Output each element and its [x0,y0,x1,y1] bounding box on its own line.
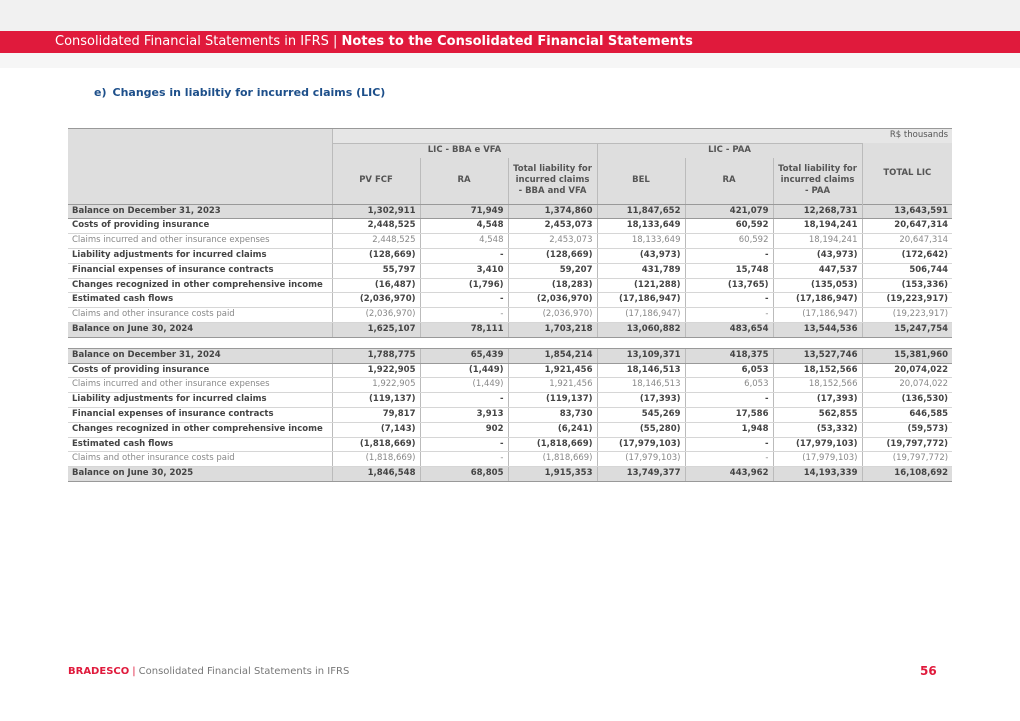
cell-value: (119,137) [508,393,597,408]
cell-value: 1,703,218 [508,322,597,337]
column-header-ra-bba: RA [420,158,508,205]
cell-value: 2,448,525 [332,234,420,249]
cell-value: - [420,452,508,467]
cell-value: (6,241) [508,422,597,437]
table-row [68,234,952,249]
cell-value: 18,146,513 [597,363,685,378]
cell-value: (19,223,917) [862,308,952,323]
cell-value: (13,765) [685,278,773,293]
cell-value: 443,962 [685,467,773,482]
cell-value: 55,797 [332,263,420,278]
cell-value: 68,805 [420,467,508,482]
row-label: Estimated cash flows [68,293,332,308]
cell-value: 18,194,241 [773,219,862,234]
cell-value: 1,846,548 [332,467,420,482]
header-section-title: Notes to the Consolidated Financial Statements [341,34,693,49]
group-header-paa: LIC - PAA [597,143,862,157]
unit-label: R$ thousands [332,129,952,144]
cell-value: 1,915,353 [508,467,597,482]
cell-value: (17,186,947) [773,308,862,323]
cell-value: 1,921,456 [508,363,597,378]
top-band [0,0,1020,31]
row-label: Claims and other insurance costs paid [68,308,332,323]
row-label: Costs of providing insurance [68,363,332,378]
row-label: Balance on December 31, 2023 [68,204,332,219]
cell-value: - [420,248,508,263]
lic-table [68,128,952,482]
row-label: Liability adjustments for incurred claims [68,248,332,263]
cell-value: - [685,393,773,408]
cell-value: (121,288) [597,278,685,293]
table-row [68,393,952,408]
cell-value: 18,146,513 [597,378,685,393]
cell-value: (2,036,970) [332,308,420,323]
cell-value: 418,375 [685,348,773,363]
cell-value: (43,973) [773,248,862,263]
cell-value: 71,949 [420,204,508,219]
table-row [68,378,952,393]
row-label: Balance on December 31, 2024 [68,348,332,363]
cell-value: 1,921,456 [508,378,597,393]
cell-value: 1,854,214 [508,348,597,363]
cell-value: (2,036,970) [508,308,597,323]
table-body [68,204,952,481]
cell-value: (17,979,103) [773,437,862,452]
cell-value: 15,247,754 [862,322,952,337]
cell-value: 1,922,905 [332,363,420,378]
column-header-ra-paa: RA [685,158,773,205]
cell-value: 506,744 [862,263,952,278]
cell-value: 3,410 [420,263,508,278]
cell-value: (43,973) [597,248,685,263]
cell-value: 4,548 [420,234,508,249]
cell-value: 15,381,960 [862,348,952,363]
cell-value: 13,060,882 [597,322,685,337]
row-label: Financial expenses of insurance contracts [68,407,332,422]
cell-value: (53,332) [773,422,862,437]
row-label: Balance on June 30, 2025 [68,467,332,482]
cell-value: 18,152,566 [773,378,862,393]
cell-value: 12,268,731 [773,204,862,219]
cell-value: 2,453,073 [508,219,597,234]
row-label: Estimated cash flows [68,437,332,452]
cell-value: (1,818,669) [508,452,597,467]
cell-value: 16,108,692 [862,467,952,482]
row-label: Balance on June 30, 2024 [68,322,332,337]
cell-value: 2,448,525 [332,219,420,234]
cell-value: 60,592 [685,219,773,234]
column-header-bel: BEL [597,158,685,205]
table-row [68,422,952,437]
cell-value: - [685,437,773,452]
cell-value: (16,487) [332,278,420,293]
row-label: Changes recognized in other comprehensive income [68,422,332,437]
cell-value: 4,548 [420,219,508,234]
row-label: Costs of providing insurance [68,219,332,234]
cell-value: (153,336) [862,278,952,293]
cell-value: (17,979,103) [597,452,685,467]
cell-value: 421,079 [685,204,773,219]
cell-value: (19,797,772) [862,437,952,452]
cell-value: (1,818,669) [332,437,420,452]
table-row [68,363,952,378]
cell-value: - [685,452,773,467]
cell-value: (172,642) [862,248,952,263]
section-title-text: Changes in liabiltiy for incurred claims (LIC) [112,86,386,99]
cell-value: 59,207 [508,263,597,278]
section-title [94,86,385,99]
cell-value: - [685,308,773,323]
row-label: Changes recognized in other comprehensive income [68,278,332,293]
cell-value: 2,453,073 [508,234,597,249]
cell-value: 13,109,371 [597,348,685,363]
cell-value: 13,749,377 [597,467,685,482]
cell-value: (17,186,947) [773,293,862,308]
cell-value: 1,302,911 [332,204,420,219]
cell-value: 18,194,241 [773,234,862,249]
cell-value: 1,788,775 [332,348,420,363]
label-header-cell [68,129,332,205]
section-letter: e) [94,86,107,99]
table-row [68,348,952,363]
cell-value: 431,789 [597,263,685,278]
table-spacer [68,337,952,348]
cell-value: - [685,293,773,308]
cell-value: 65,439 [420,348,508,363]
cell-value: 646,585 [862,407,952,422]
column-header-total-lic: TOTAL LIC [862,143,952,204]
table-row [68,293,952,308]
cell-value: (17,393) [773,393,862,408]
cell-value: (128,669) [508,248,597,263]
row-label: Claims and other insurance costs paid [68,452,332,467]
cell-value: (136,530) [862,393,952,408]
cell-value: (7,143) [332,422,420,437]
cell-value: - [420,293,508,308]
cell-value: (2,036,970) [332,293,420,308]
cell-value: (1,818,669) [508,437,597,452]
cell-value: 14,193,339 [773,467,862,482]
table-row [68,219,952,234]
row-label: Financial expenses of insurance contracts [68,263,332,278]
cell-value: 18,133,649 [597,234,685,249]
cell-value: - [420,393,508,408]
cell-value: - [420,437,508,452]
cell-value: (17,186,947) [597,293,685,308]
cell-value: (135,053) [773,278,862,293]
cell-value: (55,280) [597,422,685,437]
cell-value: (1,449) [420,378,508,393]
cell-value: 20,074,022 [862,378,952,393]
cell-value: 545,269 [597,407,685,422]
table-row [68,204,952,219]
table-row [68,322,952,337]
cell-value: 13,643,591 [862,204,952,219]
group-header-bba: LIC - BBA e VFA [332,143,597,157]
cell-value: 1,948 [685,422,773,437]
cell-value: (17,186,947) [597,308,685,323]
cell-value: 13,527,746 [773,348,862,363]
cell-value: 6,053 [685,378,773,393]
column-header-total-bba: Total liability for incurred claims - BBA and VFA [508,158,597,205]
cell-value: 447,537 [773,263,862,278]
cell-value: 60,592 [685,234,773,249]
cell-value: 6,053 [685,363,773,378]
page-number: 56 [920,664,937,678]
cell-value: (59,573) [862,422,952,437]
cell-value: (1,449) [420,363,508,378]
cell-value: 1,625,107 [332,322,420,337]
spacer-cell [68,337,952,348]
footer-brand: BRADESCO [68,666,130,677]
table-row [68,248,952,263]
cell-value: - [420,308,508,323]
cell-value: - [685,248,773,263]
cell-value: 902 [420,422,508,437]
cell-value: (19,223,917) [862,293,952,308]
cell-value: 83,730 [508,407,597,422]
footer-text: Consolidated Financial Statements in IFRS [138,666,350,677]
row-label: Claims incurred and other insurance expenses [68,378,332,393]
cell-value: 15,748 [685,263,773,278]
cell-value: 562,855 [773,407,862,422]
cell-value: (2,036,970) [508,293,597,308]
table-row [68,263,952,278]
cell-value: 3,913 [420,407,508,422]
header-banner [0,31,1020,53]
cell-value: (1,818,669) [332,452,420,467]
column-header-pv-fcf: PV FCF [332,158,420,205]
cell-value: 1,374,860 [508,204,597,219]
cell-value: 20,074,022 [862,363,952,378]
table-row [68,278,952,293]
column-header-total-paa: Total liability for incurred claims - PAA [773,158,862,205]
header-underband [0,53,1020,68]
table-row [68,407,952,422]
cell-value: 11,847,652 [597,204,685,219]
cell-value: 18,133,649 [597,219,685,234]
cell-value: (119,137) [332,393,420,408]
cell-value: 18,152,566 [773,363,862,378]
row-label: Liability adjustments for incurred claims [68,393,332,408]
header-doc-title: Consolidated Financial Statements in IFRS [55,34,329,49]
cell-value: (19,797,772) [862,452,952,467]
table-row [68,452,952,467]
table-row [68,467,952,482]
cell-value: 79,817 [332,407,420,422]
cell-value: (17,393) [597,393,685,408]
cell-value: 1,922,905 [332,378,420,393]
cell-value: 13,544,536 [773,322,862,337]
footer-separator: | [132,666,136,677]
header-separator: | [333,34,338,49]
table-row [68,437,952,452]
cell-value: 483,654 [685,322,773,337]
cell-value: (18,283) [508,278,597,293]
cell-value: (128,669) [332,248,420,263]
cell-value: (1,796) [420,278,508,293]
row-label: Claims incurred and other insurance expenses [68,234,332,249]
cell-value: (17,979,103) [773,452,862,467]
footer [68,666,349,677]
cell-value: 17,586 [685,407,773,422]
cell-value: (17,979,103) [597,437,685,452]
table-row [68,308,952,323]
cell-value: 20,647,314 [862,219,952,234]
cell-value: 20,647,314 [862,234,952,249]
cell-value: 78,111 [420,322,508,337]
